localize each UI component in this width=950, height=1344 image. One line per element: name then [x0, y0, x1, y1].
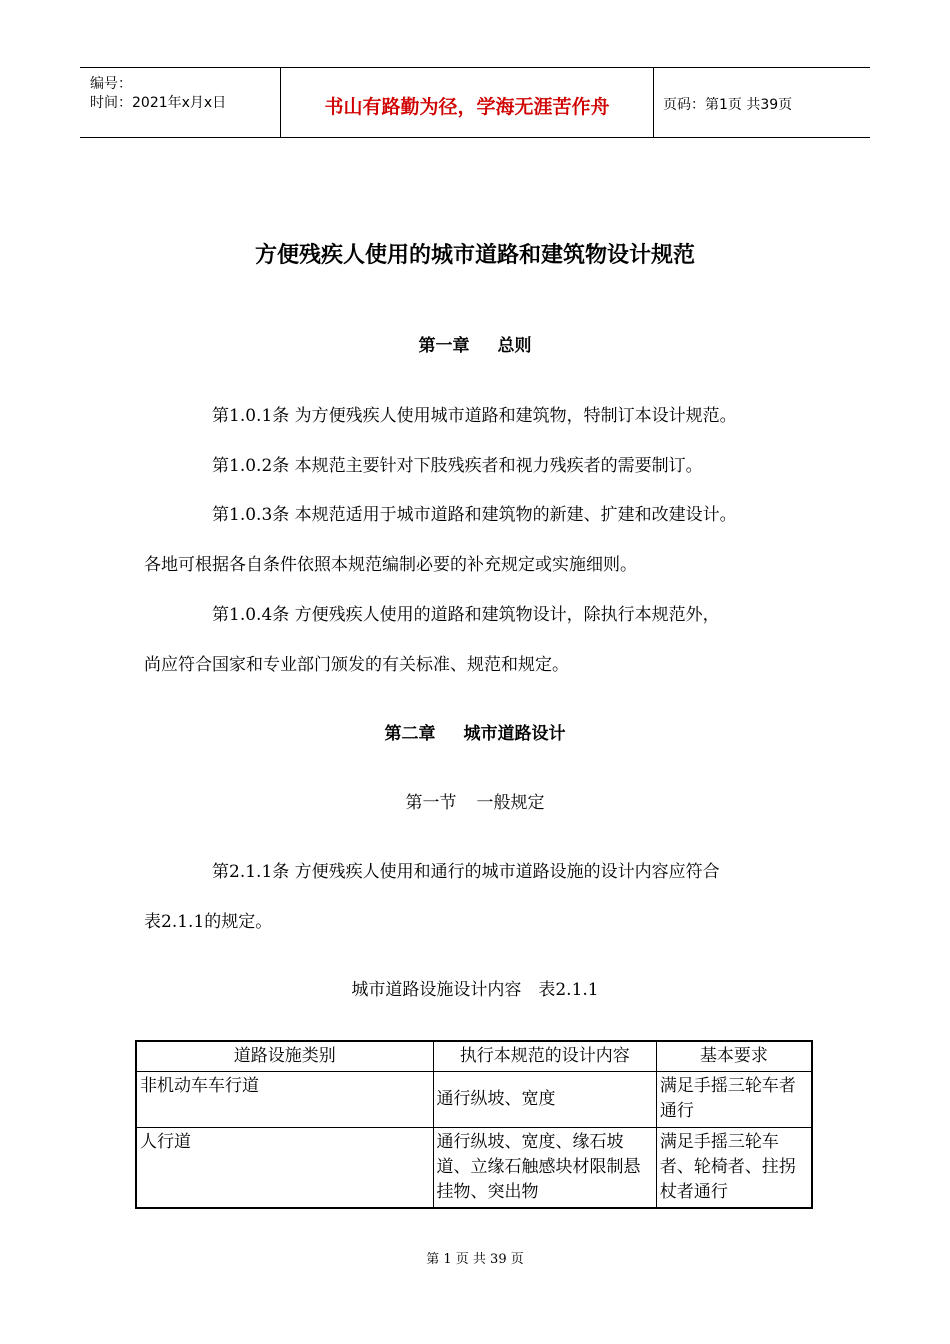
paragraph-2-1-1-cont: 表2.1.1的规定。: [144, 912, 273, 932]
table-cell: 通行纵坡、宽度、缘石坡道、立缘石触感块材限制悬挂物、突出物: [433, 1128, 656, 1209]
table-header-cell: 道路设施类别: [136, 1041, 433, 1072]
table-cell: 非机动车车行道: [136, 1072, 433, 1128]
paragraph-2-1-1: 第2.1.1条 方便残疾人使用和通行的城市道路设施的设计内容应符合: [212, 862, 720, 882]
paragraph-1-0-4: 第1.0.4条 方便残疾人使用的道路和建筑物设计，除执行本规范外，: [212, 605, 720, 625]
chapter-2-name: 城市道路设计: [463, 724, 566, 744]
section-1-heading: [0, 788, 950, 813]
header-meta-cell: [80, 68, 280, 137]
table-cell: 满足手摇三轮车者通行: [656, 1072, 812, 1128]
number-label: 编号：: [90, 76, 132, 92]
motto: 书山有路勤为径，学海无涯苦作舟: [324, 96, 610, 118]
table-header-cell: 基本要求: [656, 1041, 812, 1072]
page-header: [80, 67, 870, 138]
table-header-row: [136, 1041, 812, 1072]
table-cell: 通行纵坡、宽度: [433, 1072, 656, 1128]
table-cell: 人行道: [136, 1128, 433, 1209]
table-row: [136, 1128, 812, 1209]
chapter-2-number: 第二章: [384, 724, 436, 744]
document-title: 方便残疾人使用的城市道路和建筑物设计规范: [254, 243, 695, 268]
section-1-number: 第一节: [405, 793, 457, 813]
paragraph-1-0-1: 第1.0.1条 为方便残疾人使用城市道路和建筑物，特制订本设计规范。: [212, 406, 737, 426]
paragraph-1-0-3-cont: 各地可根据各自条件依照本规范编制必要的补充规定或实施细则。: [144, 555, 637, 575]
table-caption: 城市道路设施设计内容 表2.1.1: [351, 980, 599, 1000]
chapter-1-heading: [0, 331, 950, 356]
chapter-1-number: 第一章: [418, 336, 470, 356]
header-motto-cell: [280, 68, 654, 137]
header-page-cell: [653, 68, 870, 137]
paragraph-1-0-2: 第1.0.2条 本规范主要针对下肢残疾者和视力残疾者的需要制订。: [212, 456, 703, 476]
page-footer: 第 1 页 共 39 页: [426, 1252, 524, 1267]
section-1-name: 一般规定: [476, 793, 545, 813]
table-cell: 满足手摇三轮车者、轮椅者、拄拐杖者通行: [656, 1128, 812, 1209]
table-header-cell: 执行本规范的设计内容: [433, 1041, 656, 1072]
paragraph-1-0-3: 第1.0.3条 本规范适用于城市道路和建筑物的新建、扩建和改建设计。: [212, 505, 737, 525]
chapter-1-name: 总则: [497, 336, 532, 356]
facility-design-table: [135, 1040, 813, 1209]
page-info: 页码：第1页 共39页: [663, 97, 793, 113]
time-label: 时间：2021年x月x日: [90, 95, 227, 111]
table-row: [136, 1072, 812, 1128]
chapter-2-heading: [0, 719, 950, 744]
paragraph-1-0-4-cont: 尚应符合国家和专业部门颁发的有关标准、规范和规定。: [144, 655, 569, 675]
